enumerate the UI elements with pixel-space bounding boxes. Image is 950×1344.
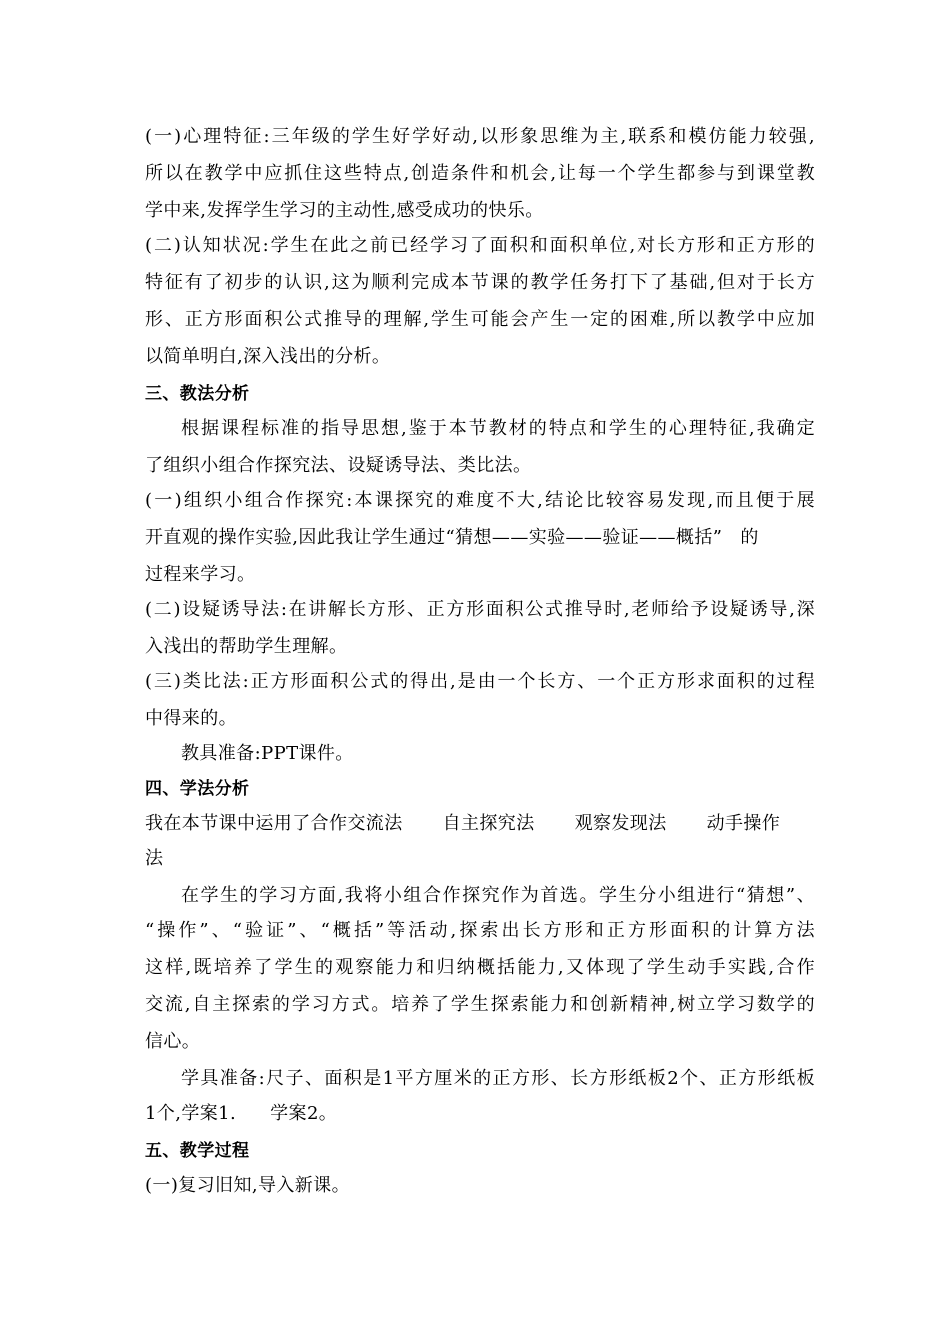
text-line: (二)认知状况:学生在此之前已经学习了面积和面积单位,对长方形和正方形的 [145, 235, 815, 256]
text-line: 学中来,发挥学生学习的主动性,感受成功的快乐。 [145, 200, 544, 221]
text-line [145, 1102, 815, 1126]
text-line: 入浅出的帮助学生理解。 [145, 636, 348, 657]
text-line: 形、正方形面积公式推导的理解,学生可能会产生一定的困难,所以教学中应加 [145, 309, 815, 330]
text-span: 学案2。 [270, 1103, 338, 1124]
text-line: 这样,既培养了学生的观察能力和归纳概括能力,又体现了学生动手实践,合作 [145, 957, 815, 978]
text-span: 的 [740, 527, 759, 548]
text-line: 以简单明白,深入浅出的分析。 [145, 346, 391, 367]
text-line: 中得来的。 [145, 708, 237, 729]
text-span: 动手操作 [706, 813, 781, 834]
text-line: (二)设疑诱导法:在讲解长方形、正方形面积公式推导时,老师给予设疑诱导,深 [145, 599, 815, 620]
text-line [145, 526, 815, 550]
text-line: 教具准备:PPT课件。 [181, 743, 354, 764]
text-line: (一)组织小组合作探究:本课探究的难度不大,结论比较容易发现,而且便于展 [145, 490, 815, 511]
text-span: 自主探究法 [442, 813, 535, 834]
text-line: 信心。 [145, 1031, 201, 1052]
text-line: 法 [145, 848, 164, 869]
text-span: 开直观的操作实验,因此我让学生通过“猜想——实验——验证——概括” [145, 527, 723, 548]
text-line: (三)类比法:正方形面积公式的得出,是由一个长方、一个正方形求面积的过程 [145, 671, 815, 692]
section-heading: 四、学法分析 [145, 779, 250, 799]
text-span: 我在本节课中运用了合作交流法 [145, 813, 403, 834]
text-line: 根据课程标准的指导思想,鉴于本节教材的特点和学生的心理特征,我确定 [181, 418, 815, 439]
text-line: 交流,自主探索的学习方式。培养了学生探索能力和创新精神,树立学习数学的 [145, 994, 815, 1015]
section-heading: 五、教学过程 [145, 1141, 250, 1161]
text-line: 过程来学习。 [145, 564, 256, 585]
text-line: (一)复习旧知,导入新课。 [145, 1175, 350, 1196]
text-span: 1个,学案1. [145, 1103, 237, 1124]
text-line [145, 812, 815, 836]
text-line: 所以在教学中应抓住这些特点,创造条件和机会,让每一个学生都参与到课堂教 [145, 163, 815, 184]
text-line: 在学生的学习方面,我将小组合作探究作为首选。学生分小组进行“猜想”、 [181, 885, 815, 906]
text-line: 特征有了初步的认识,这为顺利完成本节课的教学任务打下了基础,但对于长方 [145, 272, 815, 293]
section-heading: 三、教法分析 [145, 384, 250, 404]
text-line: 了组织小组合作探究法、设疑诱导法、类比法。 [145, 455, 532, 476]
text-line: (一)心理特征:三年级的学生好学好动,以形象思维为主,联系和模仿能力较强, [145, 126, 815, 147]
text-line: “操作”、“验证”、“概括”等活动,探索出长方形和正方形面积的计算方法 [145, 920, 815, 941]
text-span: 观察发现法 [574, 813, 667, 834]
text-line: 学具准备:尺子、面积是1平方厘米的正方形、长方形纸板2个、正方形纸板 [181, 1068, 815, 1089]
